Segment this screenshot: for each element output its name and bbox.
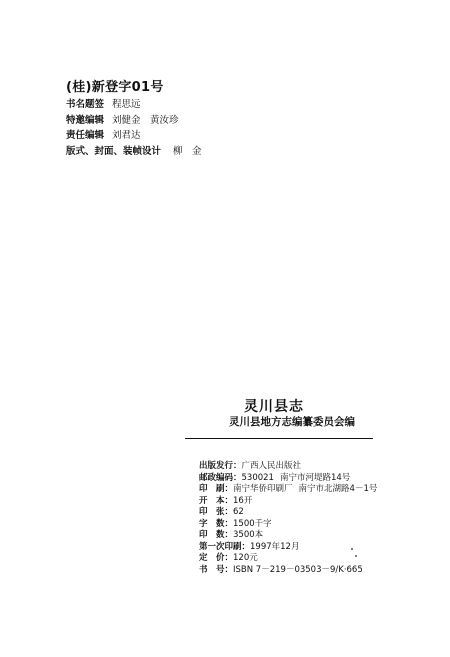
pub-label: 出版发行：	[199, 461, 242, 471]
pub-label: 定 价：	[199, 553, 234, 563]
pub-label: 印 刷：	[199, 484, 234, 494]
credit-label: 版式、封面、装帧设计	[66, 145, 162, 157]
pub-row-publisher	[199, 461, 377, 473]
pub-extra: 南宁市北湖路4－1号	[298, 484, 378, 494]
credit-value: 柳 金	[173, 145, 202, 157]
pub-value: 广西人民出版社	[241, 461, 302, 471]
credit-label: 书名题签	[66, 99, 105, 110]
book-editor: 灵川县地方志编纂委员会编	[229, 416, 355, 428]
credit-row-guest-editor	[66, 113, 202, 129]
credit-label: 责任编辑	[66, 130, 105, 141]
pub-label: 印 张：	[199, 507, 234, 517]
pub-value: 16开	[233, 495, 253, 506]
credit-value: 刘君达	[112, 130, 141, 141]
pub-label: 书 号：	[199, 564, 234, 575]
pub-label: 第一次印刷：	[199, 541, 251, 552]
pub-label: 邮政编码：	[199, 472, 242, 483]
pub-value: 南宁华侨印刷厂	[233, 484, 293, 494]
pub-value: ISBN 7－219－03503－9/K·665	[233, 564, 363, 575]
pub-value: 3500本	[233, 530, 264, 540]
pub-value: 62	[233, 507, 244, 517]
book-title: 灵川县志	[244, 399, 304, 415]
pub-value: 530021	[241, 472, 274, 483]
pub-extra: 南宁市河堤路14号	[279, 472, 351, 483]
pub-row-sheets	[199, 507, 377, 519]
pub-row-postcode	[199, 473, 377, 485]
pub-row-word-count	[199, 519, 377, 531]
credit-row-responsible-editor	[66, 128, 202, 144]
pub-label: 开 本：	[199, 495, 234, 506]
pub-row-price	[199, 553, 377, 565]
registration-number: (桂)新登字01号	[66, 80, 164, 95]
credit-label: 特邀编辑	[66, 114, 105, 126]
credit-value: 程思远	[112, 99, 141, 110]
credits-block	[66, 97, 202, 159]
pub-row-printer	[199, 484, 377, 496]
credit-row-title-calligraphy	[66, 97, 202, 113]
pub-label: 字 数：	[199, 518, 234, 529]
pub-row-format	[199, 496, 377, 508]
publication-data-block	[199, 461, 377, 576]
divider-rule	[185, 438, 373, 439]
credit-row-layout-design	[66, 144, 202, 160]
scan-speck	[351, 548, 353, 550]
pub-row-print-run	[199, 530, 377, 542]
pub-row-isbn	[199, 565, 377, 577]
credit-value: 刘健金 黄汝珍	[112, 114, 179, 126]
pub-label: 印 数：	[199, 530, 234, 540]
pub-value: 120元	[233, 553, 258, 563]
pub-value: 1997年12月	[250, 541, 300, 552]
scan-speck	[355, 555, 357, 557]
pub-value: 1500千字	[233, 518, 272, 529]
